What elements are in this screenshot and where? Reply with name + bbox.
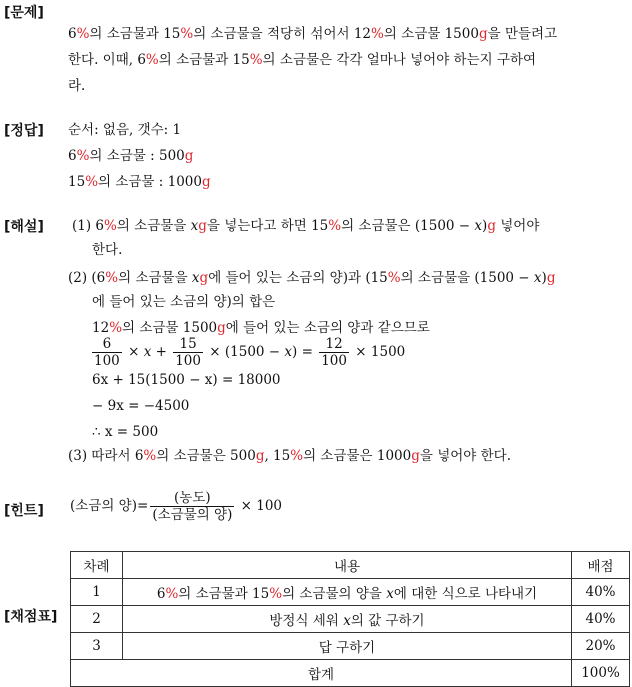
hint-formula: (소금의 양)= $\frac{\text{(농도)}}{\text{(소금물의 양)}}$ × 100 [70,490,283,523]
row-content: 답 구하기 [123,633,572,660]
equation-1: $\frac{6}{100}$ × x + $\frac{15}{100}$ × (1500 − x) = $\frac{12}{100}$ × 1500 [94,336,406,369]
explanation-step-2a: (2) (6%의 소금물을 xg에 들어 있는 소금의 양)과 (15%의 소금물을 (1500 − x)g [68,270,556,286]
fraction-12-100: $\frac{12}{100}$ [321,336,347,369]
rubric-label: [채점표] [4,609,58,625]
answer-label: [정답] [4,123,44,139]
answer-1: 6%의 소금물 : 500g [68,148,194,164]
hint-fraction: $\frac{\text{(농도)}}{\text{(소금물의 양)}}$ [152,490,233,523]
answer-order: 순서: 없음, 갯수: 1 [68,122,182,138]
explanation-step-3: (3) 따라서 6%의 소금물은 500g, 15%의 소금물은 1000g을 넣어야 한다. [68,448,511,464]
problem-line-1: 6%의 소금물과 15%의 소금물을 적당히 섞어서 12%의 소금물 1500g을 만들려고 [68,26,558,42]
explanation-label: [해설] [4,219,44,235]
equation-2: 6x + 15(1500 − x) = 18000 [92,372,281,388]
fraction-15-100: $\frac{15}{100}$ [175,336,201,369]
explanation-step-1a: (1) 6%의 소금물을 xg을 넣는다고 하면 15%의 소금물은 (1500 − x)g 넣어야 [72,218,540,234]
problem-line-2: 한다. 이때, 6%의 소금물과 15%의 소금물은 각각 얼마나 넣어야 하는지 구하여 [68,52,537,68]
problem-label: [문제] [4,5,44,21]
total-score: 100% [572,660,630,687]
explanation-step-1b: 한다. [92,242,123,258]
explanation-step-2c: 12%의 소금물 1500g에 들어 있는 소금의 양과 같으므로 [92,320,430,336]
header-order: 차례 [71,552,123,579]
row-content: 방정식 세워 x의 값 구하기 [123,606,572,633]
problem-line-3: 라. [68,78,86,94]
table-total-row [71,660,630,687]
table-header-row [71,552,630,579]
hint-label: [힌트] [4,503,44,519]
table-row: 1 6%의 소금물과 15%의 소금물의 양을 x에 대한 식으로 나타내기 40% [71,579,630,606]
header-score: 배점 [572,552,630,579]
equation-4: ∴ x = 500 [92,424,159,440]
total-label: 합계 [71,660,572,687]
explanation-step-2b: 에 들어 있는 소금의 양)의 합은 [92,294,276,310]
fraction-6-100: $\frac{6}{100}$ [94,336,120,369]
rubric-table [70,551,630,687]
equation-3: − 9x = −4500 [92,398,190,414]
table-row: 2 방정식 세워 x의 값 구하기 40% [71,606,630,633]
table-row: 3 답 구하기 20% [71,633,630,660]
row-content: 6%의 소금물과 15%의 소금물의 양을 x에 대한 식으로 나타내기 [123,579,572,606]
header-content: 내용 [123,552,572,579]
answer-2: 15%의 소금물 : 1000g [68,174,211,190]
